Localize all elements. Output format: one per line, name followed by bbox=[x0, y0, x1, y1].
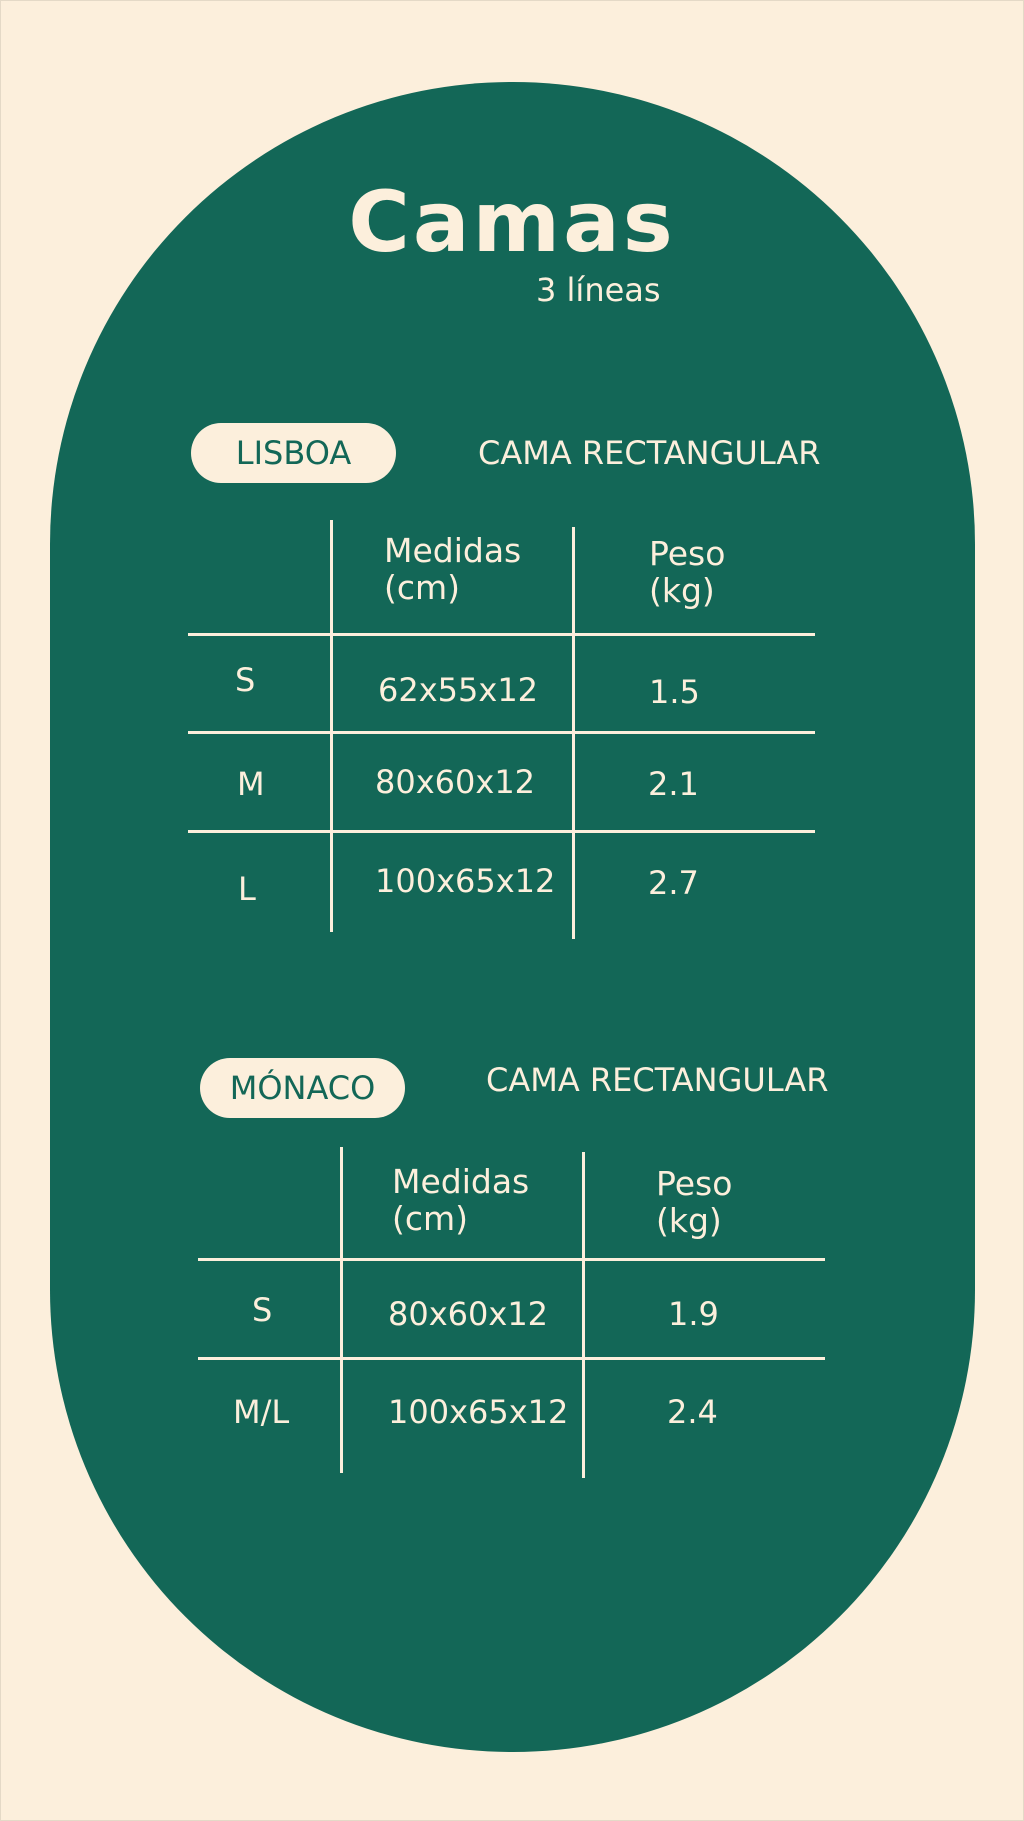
table-divider bbox=[188, 633, 815, 636]
table-divider bbox=[330, 520, 333, 932]
row-medidas: 100x65x12 bbox=[375, 862, 556, 900]
header-medidas bbox=[384, 532, 521, 606]
header-medidas-line1: Medidas bbox=[384, 531, 522, 570]
table-divider bbox=[198, 1357, 825, 1360]
page-title: Camas bbox=[348, 173, 676, 271]
header-medidas bbox=[392, 1163, 529, 1237]
row-medidas: 80x60x12 bbox=[375, 763, 536, 801]
row-peso: 2.1 bbox=[648, 765, 699, 803]
row-medidas: 80x60x12 bbox=[388, 1295, 549, 1333]
section-subtitle-lisboa: CAMA RECTANGULAR bbox=[478, 434, 821, 472]
header-peso-line2: (kg) bbox=[656, 1201, 722, 1240]
header-peso bbox=[649, 535, 725, 609]
row-size: S bbox=[252, 1291, 273, 1329]
header-peso-line1: Peso bbox=[649, 534, 726, 573]
badge-monaco: MÓNACO bbox=[200, 1058, 405, 1118]
row-size: L bbox=[238, 870, 256, 908]
row-medidas: 100x65x12 bbox=[388, 1393, 569, 1431]
row-peso: 1.5 bbox=[649, 673, 700, 711]
green-panel bbox=[50, 82, 975, 1752]
table-divider bbox=[340, 1147, 343, 1473]
header-medidas-line2: (cm) bbox=[384, 568, 461, 607]
header-medidas-line2: (cm) bbox=[392, 1199, 469, 1238]
table-divider bbox=[582, 1152, 585, 1478]
row-size: M/L bbox=[233, 1393, 290, 1431]
row-peso: 1.9 bbox=[668, 1295, 719, 1333]
header-peso bbox=[656, 1165, 732, 1239]
header-medidas-line1: Medidas bbox=[392, 1162, 530, 1201]
table-divider bbox=[188, 830, 815, 833]
row-peso: 2.7 bbox=[648, 864, 699, 902]
table-divider bbox=[188, 731, 815, 734]
header-peso-line2: (kg) bbox=[649, 571, 715, 610]
row-peso: 2.4 bbox=[667, 1393, 718, 1431]
section-subtitle-monaco: CAMA RECTANGULAR bbox=[486, 1061, 829, 1099]
page-subtitle: 3 líneas bbox=[536, 271, 661, 309]
row-medidas: 62x55x12 bbox=[378, 671, 539, 709]
row-size: M bbox=[237, 765, 265, 803]
row-size: S bbox=[235, 661, 256, 699]
badge-lisboa: LISBOA bbox=[191, 423, 396, 483]
header-peso-line1: Peso bbox=[656, 1164, 733, 1203]
table-divider bbox=[198, 1258, 825, 1261]
